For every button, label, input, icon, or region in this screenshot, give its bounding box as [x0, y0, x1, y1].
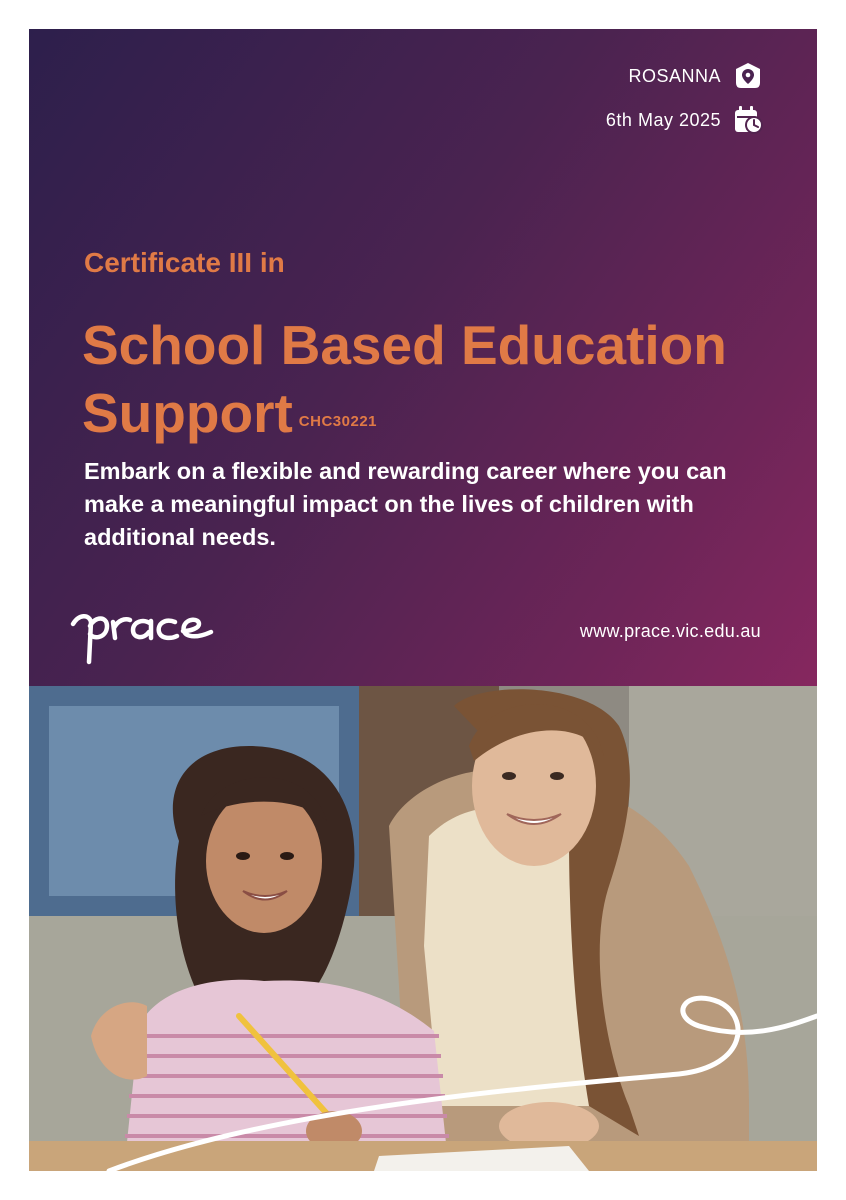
date-label: 6th May 2025	[605, 109, 721, 130]
poster	[29, 29, 817, 1171]
date-row	[606, 105, 763, 135]
location-pin-icon	[733, 61, 763, 91]
hero-banner	[29, 29, 817, 686]
classroom-photo	[29, 686, 817, 1171]
course-title-block	[82, 311, 772, 456]
teacher-and-student-illustration	[29, 686, 817, 1171]
prace-logo	[69, 594, 219, 674]
location-row	[628, 61, 763, 91]
location-label: ROSANNA	[628, 65, 721, 86]
course-code: CHC30221	[298, 413, 378, 430]
website-link[interactable]: www.prace.vic.edu.au	[579, 621, 761, 641]
certificate-level: Certificate III in	[84, 247, 285, 278]
course-description: Embark on a flexible and rewarding career where you can make a meaningful impact on the lives of children with additional needs.	[84, 458, 727, 550]
course-title: School Based Education Support	[82, 314, 727, 444]
calendar-clock-icon	[733, 105, 763, 135]
